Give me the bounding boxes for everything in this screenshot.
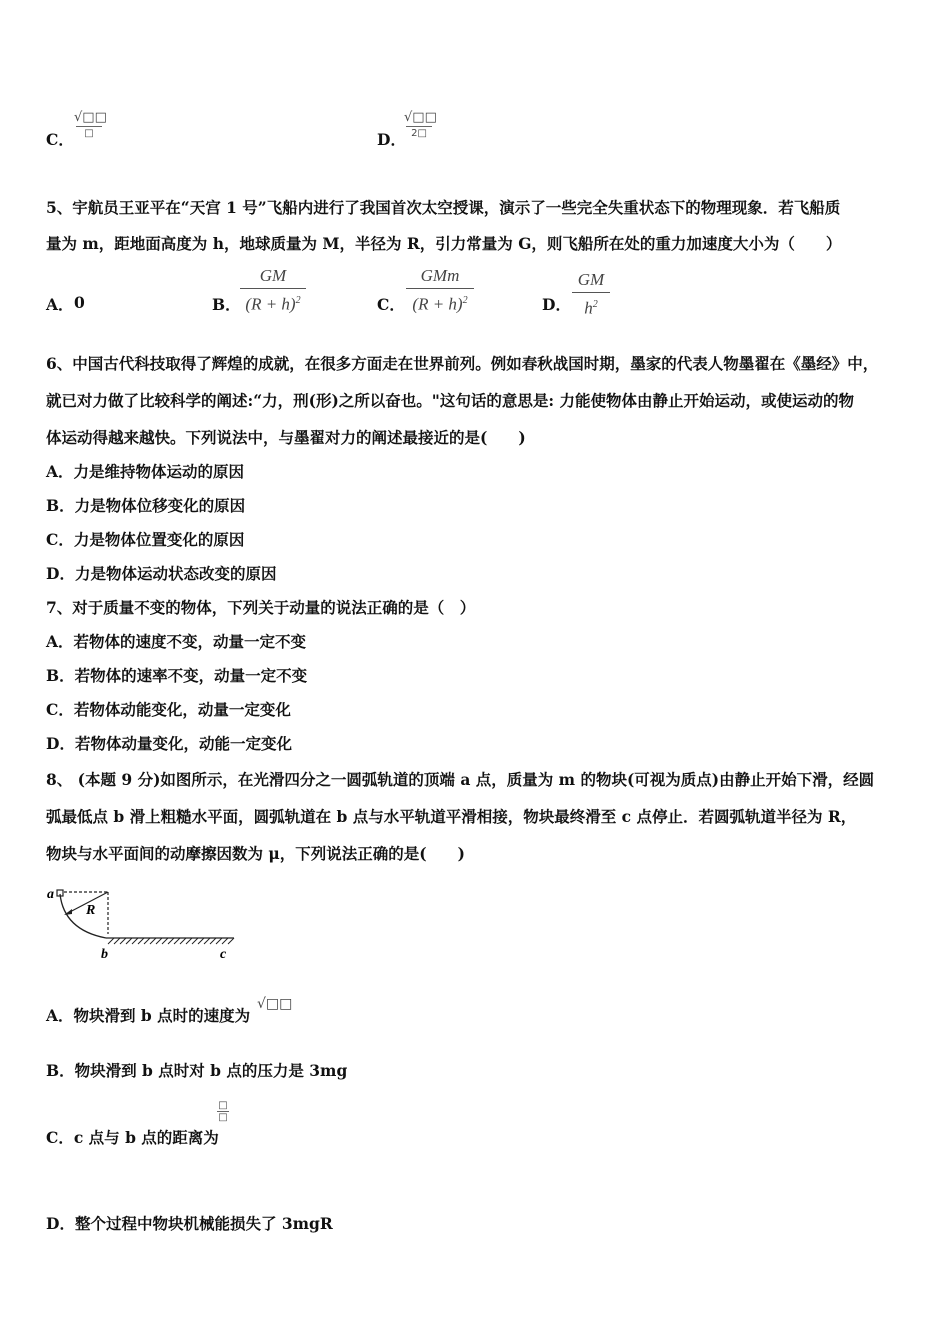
q5-option-c-fraction — [406, 266, 474, 315]
q5-option-b-den: (R + h) — [245, 294, 296, 314]
q5-option-c-num: GMm — [420, 266, 460, 285]
q5-option-d-fraction — [572, 270, 610, 319]
q8-stem-line1: 8、 (本题 9 分)如图所示，在光滑四分之一圆弧轨道的顶端 a 点，质量为 m 的物块(可视为质点)由静止开始下滑，经圆 — [46, 770, 875, 789]
q5-option-c-exp: 2 — [462, 295, 468, 306]
q6-option-c: C．力是物体位置变化的原因 — [46, 530, 245, 549]
q7-option-b: B．若物体的速率不变，动量一定不变 — [46, 666, 308, 685]
q5-option-a-label: A． — [46, 295, 74, 314]
option-d-math — [404, 110, 437, 139]
figure-label-r: R — [86, 903, 96, 918]
q5-stem-line2: 量为 m，距地面高度为 h，地球质量为 M，半径为 R，引力常量为 G，则飞船所在处的重力加速度大小为（ ） — [46, 234, 842, 253]
q8-option-b: B．物块滑到 b 点时对 b 点的压力是 3mg — [46, 1061, 348, 1080]
q8-option-c-den: □ — [218, 1112, 228, 1123]
q7-option-c: C．若物体动能变化，动量一定变化 — [46, 700, 291, 719]
figure-label-a: a — [47, 887, 54, 902]
option-c-label: C． — [46, 130, 74, 149]
q8-figure — [44, 882, 244, 964]
q7-stem: 7、对于质量不变的物体，下列关于动量的说法正确的是（ ） — [46, 598, 476, 617]
q6-option-d: D．力是物体运动状态改变的原因 — [46, 564, 277, 583]
option-c-num: √□□ — [74, 110, 107, 125]
arc-track — [60, 894, 106, 938]
q6-option-b: B．力是物体位移变化的原因 — [46, 496, 246, 515]
option-c-den: □ — [84, 128, 94, 139]
q5-option-b-label: B． — [212, 295, 241, 314]
q5-option-d-den: h — [584, 298, 593, 318]
q8-option-c-fraction — [217, 1100, 229, 1123]
figure-label-c: c — [220, 947, 227, 962]
q5-option-d-exp: 2 — [592, 299, 598, 310]
option-c-math — [74, 110, 107, 139]
option-d-num: √□□ — [404, 110, 437, 125]
q5-option-b-num: GM — [259, 266, 287, 285]
figure-label-b: b — [101, 947, 108, 962]
q7-option-d: D．若物体动量变化，动能一定变化 — [46, 734, 292, 753]
q5-option-b-fraction — [240, 266, 306, 315]
q7-option-a: A．若物体的速度不变，动量一定不变 — [46, 632, 307, 651]
q6-option-a: A．力是维持物体运动的原因 — [46, 462, 245, 481]
q5-option-c-den: (R + h) — [412, 294, 463, 314]
q8-stem-line3: 物块与水平面间的动摩擦因数为 μ，下列说法正确的是( ) — [46, 844, 465, 863]
q6-stem-line3: 体运动得越来越快。下列说法中，与墨翟对力的阐述最接近的是( ) — [46, 428, 526, 447]
q5-option-d-num: GM — [577, 270, 605, 289]
q8-option-c-num: □ — [218, 1100, 228, 1111]
q5-option-b-exp: 2 — [295, 295, 301, 306]
option-d-den: 2□ — [411, 128, 427, 139]
q8-option-a-math: √□□ — [257, 996, 293, 1012]
q5-option-d-label: D． — [542, 295, 571, 314]
option-d-label: D． — [377, 130, 406, 149]
q8-option-c: C．c 点与 b 点的距离为 — [46, 1128, 219, 1147]
q5-option-c-label: C． — [377, 295, 405, 314]
q8-option-d: D．整个过程中物块机械能损失了 3mgR — [46, 1214, 333, 1233]
q8-stem-line2: 弧最低点 b 滑上粗糙水平面，圆弧轨道在 b 点与水平轨道平滑相接，物块最终滑至 c 点停止．若圆弧轨道半径为 R， — [46, 807, 857, 826]
q6-stem-line2: 就已对力做了比较科学的阐述:“力，刑(形)之所以奋也。"这句话的意思是: 力能使物体由静止开始运动，或使运动的物 — [46, 391, 855, 410]
ground-hatching — [108, 938, 234, 944]
q8-option-a: A．物块滑到 b 点时的速度为 — [46, 1006, 251, 1025]
q5-option-a-value: 0 — [74, 293, 85, 312]
q5-stem-line1: 5、宇航员王亚平在“天宫 1 号”飞船内进行了我国首次太空授课，演示了一些完全失重状态下的物理现象．若飞船质 — [46, 198, 841, 217]
q6-stem-line1: 6、中国古代科技取得了辉煌的成就，在很多方面走在世界前列。例如春秋战国时期，墨家的代表人物墨翟在《墨经》中， — [46, 354, 879, 373]
